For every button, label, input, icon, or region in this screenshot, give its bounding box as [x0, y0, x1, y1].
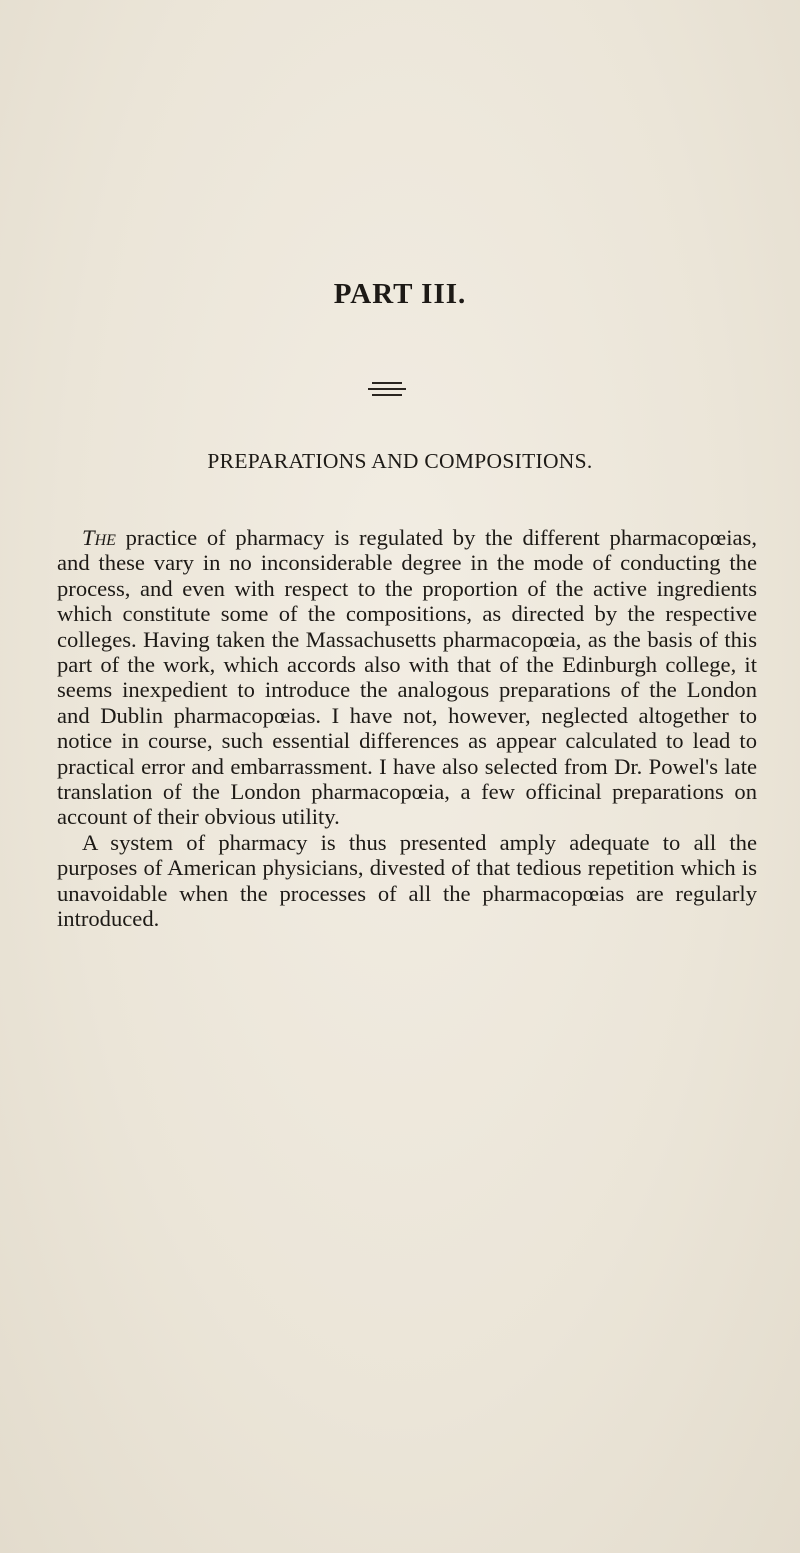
paragraph-1: [57, 525, 757, 830]
part-title: PART III.: [333, 278, 467, 310]
body-text: [57, 525, 757, 932]
paragraph-2-text: A system of pharmacy is thus presented amply adequate to all the purposes of American physicians, divested of that tedious repetition which is unavoidable when the processes of all the pharmacopœias are regularly introduced.: [57, 829, 757, 932]
ornamental-rule-middle: [368, 388, 406, 390]
paragraph-2: [57, 830, 757, 932]
ornamental-rule-top: [372, 382, 402, 384]
ornamental-rule-bottom: [372, 394, 402, 396]
paragraph-1-lead-word: The: [82, 525, 116, 550]
paragraph-1-text: practice of pharmacy is regulated by the different pharmacopœias, and these vary in no inconsiderable degree in the mode of conducting the process, and even with respect to the proportion of the active ingredients which constitute some of the compositions, as directed by the respective colleges. Having taken the Massachusetts pharmacopœia, as the basis of this part of the work, which accords also with that of the Edinburgh college, it seems inexpedient to introduce the analogous preparations of the London and Dublin pharmacopœias. I have not, however, neglected altogether to notice in course, such essential differences as appear calculated to lead to practical error and embarrassment. I have also selected from Dr. Powel's late translation of the London pharmacopœia, a few officinal preparations on account of their obvious utility.: [57, 525, 757, 830]
section-subtitle: PREPARATIONS AND COMPOSITIONS.: [207, 449, 593, 473]
